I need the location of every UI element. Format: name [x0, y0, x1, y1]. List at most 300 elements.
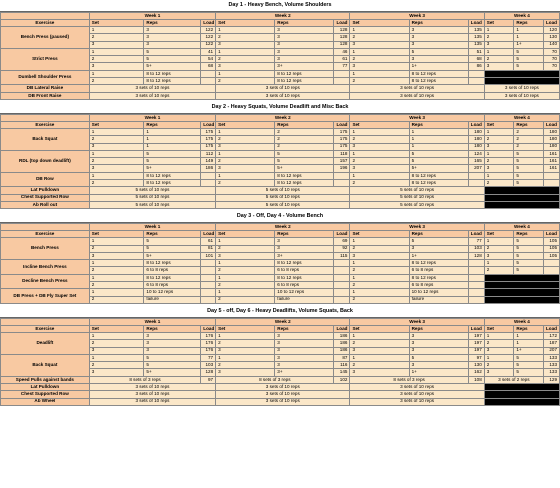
reps-cell: 2	[275, 128, 334, 135]
reps-cell: 5	[514, 354, 544, 361]
blackout-cell	[484, 194, 559, 201]
set-cell: 2	[350, 245, 409, 252]
load-cell: 180	[468, 128, 484, 135]
set-cell: 3	[484, 347, 514, 354]
week-header: Week 4	[484, 114, 559, 121]
header-blank	[1, 114, 90, 121]
load-cell: 97	[468, 354, 484, 361]
set-cell: 1	[89, 332, 144, 339]
load-cell: 135	[468, 41, 484, 48]
reps-cell: 1	[144, 128, 201, 135]
set-cell: 2	[350, 34, 409, 41]
set-cell: 1	[216, 354, 275, 361]
table-row	[1, 289, 560, 296]
set-cell: 1	[350, 289, 409, 296]
exercise-name: Back Squat	[1, 128, 90, 150]
set-cell: 3	[216, 165, 275, 172]
reps-header: Reps	[275, 20, 334, 27]
load-cell: 68	[201, 63, 216, 70]
set-cell: 2	[216, 362, 275, 369]
set-cell: 3	[484, 369, 514, 376]
load-cell: 105	[543, 238, 559, 245]
set-cell: 2	[89, 78, 144, 85]
load-cell: 122	[201, 27, 216, 34]
load-cell	[201, 282, 216, 289]
set-cell: 3	[89, 63, 144, 70]
week-header-row	[1, 114, 560, 121]
load-cell: 180	[468, 136, 484, 143]
reps-header: Reps	[144, 121, 201, 128]
table-row	[1, 201, 560, 208]
load-cell: 105	[543, 245, 559, 252]
load-cell: 108	[468, 376, 484, 383]
reps-cell: 2	[514, 128, 544, 135]
set-cell: 1	[216, 289, 275, 296]
week-header: Week 4	[484, 13, 559, 20]
sets-reps-cell: 3 sets of 10 reps	[484, 92, 559, 99]
reps-cell: 1	[514, 340, 544, 347]
reps-cell: 8 to 12 reps	[144, 78, 201, 85]
load-cell: 118	[334, 150, 350, 157]
reps-cell: 3	[409, 27, 468, 34]
table-row	[1, 383, 560, 390]
reps-cell: 8 to 12 reps	[275, 78, 334, 85]
load-cell: 130	[543, 34, 559, 41]
load-cell	[468, 296, 484, 303]
reps-cell: 1+	[514, 41, 544, 48]
reps-cell: 5	[514, 63, 544, 70]
set-cell: 2	[89, 282, 144, 289]
sets-reps-cell: 3 sets of 10 reps	[350, 391, 484, 398]
reps-header: Reps	[409, 325, 468, 332]
reps-cell: 3	[409, 340, 468, 347]
reps-cell: 3	[275, 340, 334, 347]
reps-cell: 3	[275, 34, 334, 41]
reps-cell: 1	[409, 136, 468, 143]
load-cell: 175	[334, 128, 350, 135]
reps-cell: 8 to 12 reps	[409, 78, 468, 85]
reps-cell: 3	[409, 56, 468, 63]
exercise-name: DB Front Raise	[1, 92, 90, 99]
week-header: Week 2	[216, 318, 350, 325]
load-cell: 161	[543, 158, 559, 165]
set-cell: 2	[350, 78, 409, 85]
sets-reps-cell: 3 sets of 10 reps	[216, 383, 350, 390]
set-cell: 2	[350, 282, 409, 289]
set-cell: 1	[89, 172, 144, 179]
set-cell: 1	[350, 48, 409, 55]
set-cell: 3	[350, 369, 409, 376]
week-header: Week 3	[350, 224, 484, 231]
load-cell: 145	[334, 369, 350, 376]
reps-cell: 5	[409, 354, 468, 361]
table-row	[1, 48, 560, 55]
table-row	[1, 128, 560, 135]
table-row	[1, 194, 560, 201]
header-blank	[1, 224, 90, 231]
reps-cell: 3	[144, 27, 201, 34]
reps-cell: 3	[275, 362, 334, 369]
load-cell	[468, 274, 484, 281]
reps-cell: 1+	[409, 63, 468, 70]
sets-reps-cell: 8 sets of 3 reps	[89, 376, 201, 383]
reps-cell: 1+	[409, 369, 468, 376]
load-cell: 68	[468, 56, 484, 63]
set-cell: 1	[216, 27, 275, 34]
blackout-cell	[484, 78, 559, 85]
set-cell: 1	[216, 172, 275, 179]
load-cell: 115	[334, 252, 350, 259]
set-cell: 3	[89, 347, 144, 354]
set-cell: 2	[216, 158, 275, 165]
reps-cell: 2	[275, 143, 334, 150]
load-cell: 186	[334, 340, 350, 347]
load-cell: 140	[543, 41, 559, 48]
load-cell	[334, 296, 350, 303]
week-header: Week 1	[89, 224, 215, 231]
table-row	[1, 354, 560, 361]
reps-cell: 8 to 12 reps	[275, 274, 334, 281]
exercise-header: Exercise	[1, 20, 90, 27]
sets-reps-cell: 8 sets of 3 reps	[216, 376, 334, 383]
load-cell	[334, 172, 350, 179]
set-cell: 2	[89, 340, 144, 347]
set-cell: 1	[350, 172, 409, 179]
reps-cell: 3+	[275, 369, 334, 376]
column-header-row	[1, 121, 560, 128]
load-cell	[201, 260, 216, 267]
reps-cell: 1	[144, 136, 201, 143]
reps-cell: 1	[514, 27, 544, 34]
set-cell: 2	[216, 78, 275, 85]
set-cell: 1	[484, 260, 514, 267]
load-cell	[334, 70, 350, 77]
sets-reps-cell: 5 sets of 10 reps	[216, 194, 350, 201]
set-cell: 2	[216, 296, 275, 303]
load-cell: 70	[543, 56, 559, 63]
set-cell: 3	[216, 63, 275, 70]
reps-cell: 5	[514, 172, 544, 179]
set-cell: 1	[89, 274, 144, 281]
exercise-name: DB Lateral Raise	[1, 85, 90, 92]
reps-cell: 6 to 8 reps	[144, 282, 201, 289]
reps-cell: failure	[409, 296, 468, 303]
week-header: Week 4	[484, 318, 559, 325]
load-cell: 122	[201, 41, 216, 48]
set-cell: 1	[89, 260, 144, 267]
set-cell: 2	[216, 245, 275, 252]
load-cell: 97	[201, 376, 216, 383]
set-cell: 2	[484, 362, 514, 369]
sets-reps-cell: 5 sets of 10 reps	[89, 187, 215, 194]
sets-reps-cell: 3 sets of 10 reps	[350, 398, 484, 405]
load-cell	[468, 172, 484, 179]
reps-cell: 5	[409, 150, 468, 157]
reps-cell: 5	[514, 267, 544, 274]
sets-reps-cell: 5 sets of 10 reps	[216, 187, 350, 194]
set-cell: 1	[350, 260, 409, 267]
sets-reps-cell: 3 sets of 10 reps	[484, 85, 559, 92]
load-cell: 162	[468, 369, 484, 376]
reps-header: Reps	[144, 231, 201, 238]
reps-cell: 3	[144, 41, 201, 48]
load-cell: 101	[201, 252, 216, 259]
load-cell: 128	[201, 369, 216, 376]
load-cell	[201, 78, 216, 85]
reps-cell: 5	[144, 48, 201, 55]
set-cell: 3	[216, 252, 275, 259]
load-header: Load	[201, 20, 216, 27]
sets-reps-cell: 5 sets of 10 reps	[216, 201, 350, 208]
table-row	[1, 274, 560, 281]
reps-header: Reps	[409, 231, 468, 238]
header-blank	[1, 13, 90, 20]
set-cell: 1	[216, 70, 275, 77]
set-header: Set	[89, 20, 144, 27]
load-cell	[468, 70, 484, 77]
sets-reps-cell: 8 sets of 3 reps	[350, 376, 468, 383]
set-cell: 1	[216, 238, 275, 245]
blackout-cell	[484, 187, 559, 194]
sets-reps-cell: 3 sets of 10 reps	[89, 398, 215, 405]
column-header-row	[1, 20, 560, 27]
set-cell: 2	[350, 56, 409, 63]
exercise-name: Lat Pulldown	[1, 187, 90, 194]
load-header: Load	[543, 121, 559, 128]
exercise-header: Exercise	[1, 121, 90, 128]
set-cell: 1	[350, 70, 409, 77]
load-cell	[201, 296, 216, 303]
load-cell: 103	[201, 362, 216, 369]
set-header: Set	[216, 121, 275, 128]
load-header: Load	[334, 121, 350, 128]
reps-cell: 8 to 12 reps	[144, 274, 201, 281]
set-cell: 1	[484, 27, 514, 34]
sets-reps-cell: 5 sets of 10 reps	[350, 201, 484, 208]
sets-reps-cell: 5 sets of 10 reps	[350, 187, 484, 194]
week-header: Week 4	[484, 224, 559, 231]
load-cell	[334, 260, 350, 267]
reps-cell: 5	[514, 238, 544, 245]
load-cell: 103	[468, 245, 484, 252]
load-cell: 180	[543, 136, 559, 143]
blackout-cell	[484, 391, 559, 398]
reps-cell: 5	[144, 158, 201, 165]
load-cell: 197	[468, 340, 484, 347]
sets-reps-cell: 5 sets of 10 reps	[89, 194, 215, 201]
week-header: Week 3	[350, 13, 484, 20]
load-cell: 175	[201, 136, 216, 143]
set-cell: 2	[484, 56, 514, 63]
set-cell: 1	[89, 70, 144, 77]
set-cell: 2	[216, 282, 275, 289]
set-cell: 1	[89, 289, 144, 296]
set-cell: 3	[350, 143, 409, 150]
load-cell: 77	[334, 63, 350, 70]
set-cell: 1	[484, 128, 514, 135]
set-cell: 1	[216, 274, 275, 281]
table-row	[1, 187, 560, 194]
load-cell	[201, 172, 216, 179]
set-cell: 1	[484, 172, 514, 179]
set-cell: 2	[484, 158, 514, 165]
week-header: Week 1	[89, 318, 215, 325]
reps-cell: 3	[275, 332, 334, 339]
set-cell: 2	[484, 180, 514, 187]
load-cell: 128	[334, 34, 350, 41]
set-cell: 1	[484, 354, 514, 361]
load-cell	[201, 274, 216, 281]
set-header: Set	[484, 121, 514, 128]
table-row	[1, 150, 560, 157]
reps-cell: 3	[409, 347, 468, 354]
reps-cell: 8 to 12 reps	[275, 260, 334, 267]
set-cell: 2	[350, 267, 409, 274]
load-cell	[543, 260, 559, 267]
workout-table	[0, 12, 560, 100]
load-cell: 165	[468, 158, 484, 165]
load-header: Load	[543, 325, 559, 332]
blackout-cell	[484, 201, 559, 208]
reps-cell: 5+	[409, 165, 468, 172]
set-cell: 1	[350, 274, 409, 281]
reps-header: Reps	[144, 20, 201, 27]
load-cell: 70	[543, 48, 559, 55]
reps-cell: 5	[144, 238, 201, 245]
load-cell: 135	[468, 34, 484, 41]
load-cell	[334, 267, 350, 274]
exercise-name: Speed Pulls against bands	[1, 376, 90, 383]
reps-cell: 2	[514, 136, 544, 143]
reps-cell: 3	[275, 238, 334, 245]
reps-cell: 3	[409, 41, 468, 48]
week-header-row	[1, 318, 560, 325]
set-cell: 3	[484, 41, 514, 48]
load-cell: 129	[543, 376, 559, 383]
load-cell: 51	[468, 48, 484, 55]
reps-cell: 5	[144, 354, 201, 361]
set-cell: 2	[216, 180, 275, 187]
blackout-cell	[484, 289, 559, 296]
load-cell: 61	[334, 56, 350, 63]
reps-cell: 1	[409, 128, 468, 135]
load-cell: 105	[543, 252, 559, 259]
load-cell: 133	[543, 369, 559, 376]
set-cell: 1	[484, 238, 514, 245]
column-header-row	[1, 231, 560, 238]
reps-cell: 2	[514, 143, 544, 150]
set-header: Set	[350, 231, 409, 238]
reps-cell: 8 to 12 reps	[275, 70, 334, 77]
reps-cell: 8 to 12 reps	[144, 180, 201, 187]
set-cell: 3	[484, 252, 514, 259]
exercise-name: DB Row	[1, 172, 90, 187]
set-cell: 2	[350, 180, 409, 187]
reps-cell: 5+	[144, 63, 201, 70]
reps-cell: 2	[275, 136, 334, 143]
load-cell	[334, 274, 350, 281]
table-row	[1, 85, 560, 92]
set-cell: 1	[89, 128, 144, 135]
table-row	[1, 398, 560, 405]
reps-cell: 8 to 12 reps	[144, 260, 201, 267]
reps-header: Reps	[514, 231, 544, 238]
load-cell: 161	[543, 165, 559, 172]
reps-cell: 8 to 12 reps	[409, 172, 468, 179]
load-cell: 124	[468, 150, 484, 157]
exercise-name: RDL (top down deadlift)	[1, 150, 90, 172]
reps-cell: 6 to 8 reps	[275, 267, 334, 274]
week-header: Week 2	[216, 224, 350, 231]
exercise-name: Lat Pulldown	[1, 383, 90, 390]
load-cell: 133	[543, 354, 559, 361]
set-cell: 3	[484, 63, 514, 70]
set-header: Set	[89, 231, 144, 238]
set-cell: 3	[89, 252, 144, 259]
table-row	[1, 332, 560, 339]
load-cell: 87	[334, 354, 350, 361]
exercise-name: Bench Press	[1, 238, 90, 260]
load-cell: 175	[201, 143, 216, 150]
set-cell: 3	[216, 41, 275, 48]
blackout-cell	[484, 383, 559, 390]
load-cell	[201, 267, 216, 274]
reps-cell: 10 to 12 reps	[409, 289, 468, 296]
exercise-name: Ab Wheel	[1, 398, 90, 405]
table-row	[1, 376, 560, 383]
load-cell	[334, 282, 350, 289]
set-cell: 3	[89, 143, 144, 150]
set-cell: 2	[484, 34, 514, 41]
exercise-name: DB Press + DB Fly Super Set	[1, 289, 90, 304]
blackout-cell	[484, 274, 559, 281]
table-row	[1, 92, 560, 99]
load-cell	[468, 260, 484, 267]
load-cell: 207	[468, 165, 484, 172]
reps-cell: 5+	[144, 252, 201, 259]
reps-cell: 5	[514, 245, 544, 252]
week-header-row	[1, 13, 560, 20]
load-cell: 135	[468, 27, 484, 34]
day-title: Day 3 - Off, Day 4 - Volume Bench	[0, 211, 560, 223]
load-cell: 92	[334, 245, 350, 252]
blackout-cell	[484, 296, 559, 303]
week-header: Week 1	[89, 13, 215, 20]
exercise-name: Deadlift	[1, 332, 90, 354]
reps-cell: 8 to 12 reps	[275, 172, 334, 179]
load-cell: 180	[543, 143, 559, 150]
set-cell: 2	[216, 136, 275, 143]
load-cell: 197	[468, 347, 484, 354]
set-cell: 3	[350, 347, 409, 354]
load-cell: 122	[201, 34, 216, 41]
table-row	[1, 238, 560, 245]
reps-cell: 1	[409, 143, 468, 150]
reps-cell: 5	[514, 180, 544, 187]
set-cell: 2	[89, 296, 144, 303]
load-cell: 186	[334, 332, 350, 339]
day-title: Day 2 - Heavy Squats, Volume Deadlift and Misc Back	[0, 102, 560, 114]
set-header: Set	[350, 121, 409, 128]
set-cell: 3	[350, 41, 409, 48]
header-blank	[1, 318, 90, 325]
set-cell: 2	[216, 56, 275, 63]
load-cell: 176	[201, 332, 216, 339]
load-header: Load	[543, 20, 559, 27]
load-cell: 175	[201, 128, 216, 135]
reps-cell: 5	[514, 165, 544, 172]
reps-cell: 3+	[275, 252, 334, 259]
